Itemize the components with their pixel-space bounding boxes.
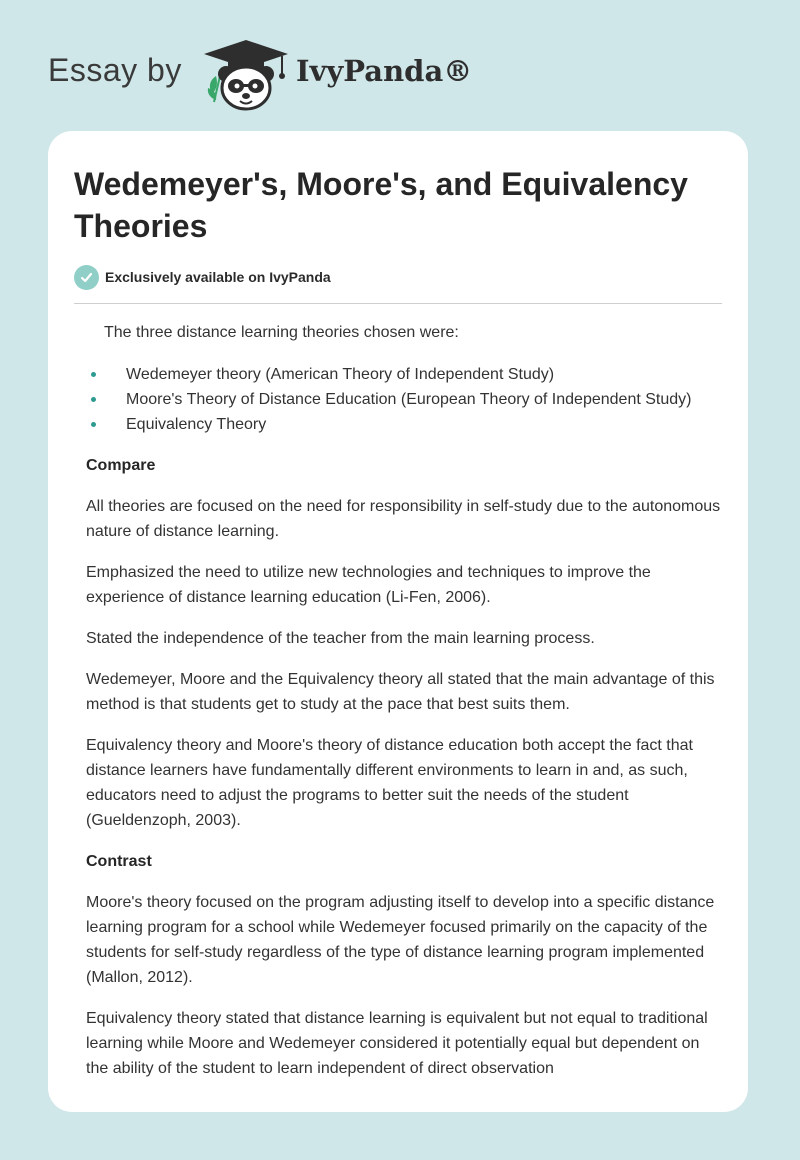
theory-text: Wedemeyer theory (American Theory of Independent Study)	[126, 366, 555, 383]
compare-paragraph: Equivalency theory and Moore's theory of distance education both accept the fact that distance learners have fundamentally different environments to learn in and, as such, educators need to adjust the programs to better suit the needs of the student (Gueldenzoph, 2003).	[86, 737, 693, 829]
list-item	[86, 412, 726, 437]
intro-paragraph: The three distance learning theories chosen were:	[104, 324, 459, 341]
exclusive-badge	[74, 264, 331, 290]
theory-text: Moore's Theory of Distance Education (European Theory of Independent Study)	[126, 391, 692, 408]
compare-paragraph: Emphasized the need to utilize new technologies and techniques to improve the experience of distance learning education (Li-Fen, 2006).	[86, 564, 651, 606]
contrast-paragraph: Moore's theory focused on the program adjusting itself to develop into a specific distance learning program for a school while Wedemeyer focused primarily on the capacity of the students for self-study regardless of the type of distance learning program implemented (Mallon, 2012).	[86, 894, 715, 986]
panda-graduate-icon	[198, 36, 294, 112]
compare-paragraph: Stated the independence of the teacher from the main learning process.	[86, 630, 595, 647]
list-item	[86, 362, 726, 387]
contrast-paragraph: Equivalency theory stated that distance learning is equivalent but not equal to traditional learning while Moore and Wedemeyer considered it potentially equal but dependent on the ability of the student to learn independent of direct observation	[86, 1010, 708, 1077]
bullet-icon	[91, 422, 96, 427]
theories-list	[86, 362, 726, 437]
theory-text: Equivalency Theory	[126, 416, 267, 433]
bullet-icon	[91, 397, 96, 402]
essay-by-label: Essay by	[48, 52, 182, 88]
compare-heading: Compare	[86, 457, 156, 474]
compare-paragraph: All theories are focused on the need for responsibility in self-study due to the autonomous nature of distance learning.	[86, 498, 721, 540]
contrast-heading: Contrast	[86, 853, 152, 870]
check-icon	[74, 265, 99, 290]
essay-title: Wedemeyer's, Moore's, and Equivalency Theories	[74, 166, 688, 244]
list-item	[86, 387, 726, 412]
ivypanda-logo-link[interactable]	[198, 36, 294, 112]
site-header	[48, 36, 528, 112]
essay-body	[86, 320, 726, 1097]
essay-card	[48, 131, 748, 1112]
bullet-icon	[91, 372, 96, 377]
compare-paragraph: Wedemeyer, Moore and the Equivalency theory all stated that the main advantage of this method is that students get to study at the pace that best suits them.	[86, 671, 715, 713]
exclusive-label: Exclusively available on IvyPanda	[105, 269, 331, 285]
title-divider	[74, 303, 722, 304]
ivypanda-wordmark[interactable]: IvyPanda®	[296, 54, 473, 88]
